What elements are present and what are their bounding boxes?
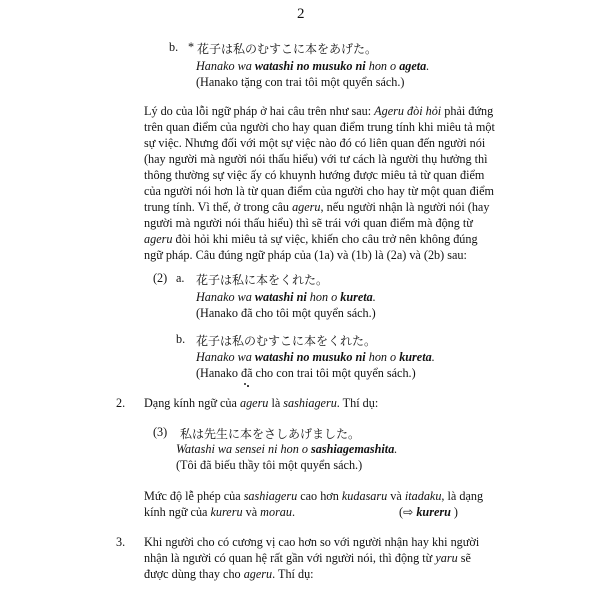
paragraph-line: người mà người nói thấu hiểu) thì sẽ trái với quan điểm mà động từ bbox=[144, 216, 473, 230]
paragraph-line: thông thường sự việc ấy có khuynh hướng được miêu tả từ quan điểm bbox=[144, 168, 485, 182]
item-number: 2. bbox=[116, 396, 126, 410]
translation: (Hanako đã cho con trai tôi một quyển sách.) bbox=[196, 366, 416, 380]
item-number: 3. bbox=[116, 535, 126, 549]
paragraph-line: Lý do của lỗi ngữ pháp ở hai câu trên như sau: Ageru đòi hỏi phải đứng bbox=[144, 104, 494, 118]
item-text-line: nhận là người có quan hệ rất gần với người nói, thì động từ yaru sẽ bbox=[144, 551, 471, 565]
example-label: b. bbox=[176, 332, 186, 346]
romaji-sentence: Hanako wa watashi ni hon o kureta. bbox=[196, 290, 376, 304]
cross-reference[interactable]: (⇨ kureru ) bbox=[399, 505, 458, 519]
ungrammatical-mark: * bbox=[188, 40, 195, 54]
romaji-sentence: Hanako wa watashi no musuko ni hon o ageta. bbox=[196, 59, 430, 73]
translation: (Hanako tặng con trai tôi một quyển sách.) bbox=[196, 75, 405, 89]
paragraph-line: trên quan điểm của người cho hay quan điểm trung tính khi miêu tả một bbox=[144, 120, 495, 134]
example-label: a. bbox=[176, 271, 185, 285]
paragraph-line: kính ngữ của kureru và morau. bbox=[144, 505, 296, 519]
japanese-sentence: 花子は私のむすこに本をあげた。 bbox=[197, 42, 378, 56]
japanese-sentence: 花子は私に本をくれた。 bbox=[196, 273, 329, 287]
item-text-line: được dùng thay cho ageru. Thí dụ: bbox=[144, 567, 314, 581]
page-number: 2 bbox=[297, 6, 305, 22]
paragraph-line: Mức độ lễ phép của sashiageru cao hơn kudasaru và itadaku, là dạng bbox=[144, 489, 484, 503]
translation: (Tôi đã biếu thầy tôi một quyển sách.) bbox=[176, 458, 363, 472]
romaji-sentence: Watashi wa sensei ni hon o sashiagemashita. bbox=[176, 442, 398, 456]
example-number: (3) bbox=[153, 425, 168, 439]
item-text: Dạng kính ngữ của ageru là sashiageru. Thí dụ: bbox=[144, 396, 379, 410]
example-label: b. bbox=[169, 40, 179, 54]
paragraph-line: ageru đòi hỏi khi miêu tả sự việc, khiến cho câu trở nên không đúng bbox=[144, 232, 478, 246]
japanese-sentence: 花子は私のむすこに本をくれた。 bbox=[196, 334, 377, 348]
item-text-line: Khi người cho có cương vị cao hơn so với người nhận hay khi người bbox=[144, 535, 480, 549]
paragraph-line: (hay người mà người nói thấu hiểu) với tư cách là người thụ hưởng thì bbox=[144, 152, 488, 166]
japanese-sentence: 私は先生に本をさしあげました。 bbox=[180, 427, 361, 441]
romaji-sentence: Hanako wa watashi no musuko ni hon o kureta. bbox=[196, 350, 435, 364]
print-speck bbox=[244, 383, 246, 385]
print-speck bbox=[247, 385, 249, 387]
paragraph-line: ngữ pháp. Câu đúng ngữ pháp của (1a) và (1b) là (2a) và (2b) sau: bbox=[144, 248, 467, 262]
paragraph-line: trung tính. Vì thế, ở trong câu ageru, nếu người nhận là người nói (hay bbox=[144, 200, 490, 214]
translation: (Hanako đã cho tôi một quyển sách.) bbox=[196, 306, 376, 320]
arrow-right-icon: ⇨ bbox=[403, 505, 414, 519]
paragraph-line: của người nói hơn là từ quan điểm của người cho hay từ một quan điểm bbox=[144, 184, 495, 198]
example-number: (2) bbox=[153, 271, 168, 285]
paragraph-line: sự việc. Nhưng đối với một sự việc nào đó có liên quan đến người nói bbox=[144, 136, 486, 150]
